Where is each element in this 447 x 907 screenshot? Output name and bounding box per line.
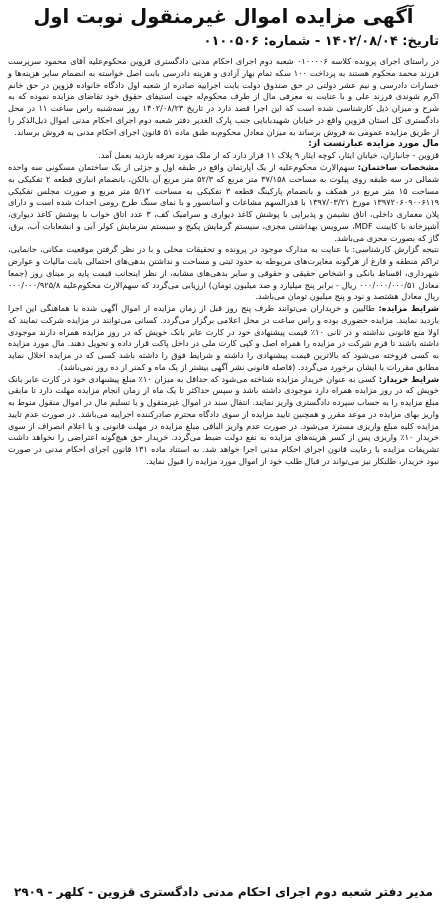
notice-title: آگهی مزایده اموال غیرمنقول نوبت اول: [33, 5, 414, 28]
buyer-paragraph: [8, 374, 439, 468]
address-paragraph: قزوین - جانبازان، خیابان ایثار، کوچه ایثار ۹ پلاک ۱۱ قرار دارد که از ملک مورد تعرفه بازدید بعمل آمد.: [98, 150, 439, 161]
specs-paragraph: [8, 162, 439, 244]
result-paragraph: نتیجه گزارش کارشناسی: با عنایت به مدارک موجود در پرونده و تحقیقات محلی و با در نظر گرفتن موقعیت مکانی، جانمایی، تراکم منطقه و فارغ از هرگونه مغایرت‌های مربوطه به حدود ثبتی و مساحت و نداشتن بدهی‌های احتمالی بابت مالیات و عوارض شهرداری، اقساط بانکی و اشخاص حقیقی و حقوقی و سایر بدهی‌های مشابه، از نظر اینجانب قیمت پایه بر مبنای روز (جمعا معادل ۰۰۰/۰۰۰/۰۰۰/۵۱ ریال - برابر پنج میلیارد و صد میلیون تومان) ارزیابی می‌گردد که سهم‌الارث محکوم‌علیه ۰۰۰/۰۰۰/۹۲۵/۸ ریال معادل هشتصد و نود و پنج میلیون تومان می‌باشد.: [8, 244, 440, 302]
notice-date-number: تاریخ: ۱۴۰۲/۰۸/۰۴ - شماره: ۰۱۰۰۵۰۶: [203, 34, 439, 49]
conditions-label: شرایط مزایده:: [378, 303, 439, 313]
conditions-paragraph: [8, 303, 439, 374]
buyer-text: کسی به عنوان خریدار مزایده شناخته می‌شود که حداقل به میزان ۱۰٪ مبلغ پیشنهادی خود در کارت عابر بانک خویش که در روز مزایده همراه دارد موجودی داشته باشد و سپس حداکثر تا یک ماه از زمان انجام مزایده مهلت دارد تا مابقی مبلغ مزایده را به حساب سپرده دادگستری واریز نمایند. انتقال سند در اموال غیرمنقول و یا تسلیم مال در اموال منقول منوط به واریز بهای مزایده در موعد مقرر و همچنین تایید مزایده از سوی دادگاه محترم صادرکننده اجراییه می‌باشد. در صورت عدم تایید مزایده کلیه مبلغ واریزی مسترد می‌شود. در صورت عدم واریز الباقی مبلغ مزایده در مهلت قانونی و یا اعلام انصراف از سوی خریدار ۱۰٪ واریزی پس از کسر هزینه‌های مزایده به نفع دولت ضبط می‌گردد. خریدار حق هیچ‌گونه اعتراضی را نخواهد داشت تشریفات مزایده با رعایت قانون اجرای احکام مدنی اجرا خواهد شد. به استناد ماده ۱۳۱ قانون اجرای احکام مدنی در صورت نبود خریدار، طلبکار نیز می‌تواند در قبال طلب خود از اموال مورد مزایده را قبول نماید.: [8, 373, 440, 466]
intro-paragraph: در راستای اجرای پرونده کلاسه ۰۱۰۰۰۰۶ شعبه دوم اجرای احکام مدنی دادگستری قزوین محکوم‌علیه آقای محمود سرپرست فرزند محمد محکوم هستند به پرداخت ۱۰۰ سکه تمام بهار آزادی و هزینه دادرسی بابت اصل خواسته به انضمام سایر هزینه‌ها و خسارات دادرسی و نیم عشر دولتی در حق صندوق دولت بابت اجراییه صادره از شعبه اول دادگاه خانواده قزوین در حق خانم اکرم شوندی فرزند علی و با عنایت به معرفی مال از طرف محکوم‌له جهت استیفای حقوق خود تقاضای مزایده نموده که به شرح و میزان ذیل کارشناسی شده است که این اجرا قصد دارد در تاریخ ۱۴۰۲/۰۸/۲۳ روز سه‌شنبه راس ساعت ۱۱ در محل دادگستری کل استان قزوین واقع در خیابان شهیدبابایی جنب پارک الغدیر دفتر شعبه دوم اجرای احکام مدنی اموال ذیل‌الذکر را از طریق مزایده عمومی به فروش برساند به میزان معادل محکوم‌به طبق ماده ۵۱ قانون اجرای احکام مدنی به فروش برساند.: [8, 56, 440, 137]
property-heading: مال مورد مزایده عبارتست از:: [308, 139, 439, 150]
conditions-text: طالبین و خریداران می‌توانند ظرف پنج روز قبل از زمان مزایده از اموال آگهی شده با هماهنگی این اجرا بازدید نمایند. مزایده حضوری بوده و راس ساعت در محل اعلامی برگزار می‌گردد. کسانی می‌توانند در مزایده شرکت نمایند که اولا منع قانونی نداشته و در ثانی ۱۰٪ قیمت پیشنهادی خود در کارت عابر بانک خویش که در روز مزایده همراه دارند موجودی داشته باشند تا فرم شرکت در مزایده را همراه اصل و کپی کارت ملی در داخل پاکت قرار داده و تحویل دهند. مال مورد مزایده به کسی فروخته می‌شود که بالاترین قیمت پیشنهادی را داشته و شرایط فوق را داشته باشد کسی که در مزایده اخلال نماید مطابق مقررات با ایشان برخورد می‌گردد. (فاصله قانونی نشر آگهی بیشتر از یک ماه و کمتر از ده روز نمی‌باشد).: [8, 303, 440, 372]
buyer-label: شرایط خریدار:: [378, 373, 439, 384]
signature-footer: مدیر دفتر شعبه دوم اجرای احکام مدنی دادگستری قزوین - کلهر - ۲۹۰۹: [14, 885, 433, 899]
specs-text: سهم‌الارث محکوم‌علیه از یک آپارتمان واقع در طبقه اول و جزئی از یک ساختمان مسکونی سه واحده شمالی در سه طبقه روی پیلوت به مساحت ۳۷/۱۵۸ متر مربع که ۵۲/۳ متر مربع آن بالکن، بانضمام انباری قطعه ۲ تفکیکی به مساحت ۱۵ متر مربع در همکف و بانضمام پارکینگ قطعه ۳ تفکیکی به مساحت ۵/۱۲ متر مربع و صورت مجلس تفکیکی ۱۳۹۷۲۰۶۰۹۰۰۶۱۱۹ مورخ ۱۳۹۷/۰۳/۲۱ با قدرالسهم مشاعات و آسانسور و با نمای سنگ طرح رومی احداث شده است و دارای پلان معماری داخلی، اتاق نشیمن و پذیرایی با پوشش کاغذ دیواری و سرامیک کف، ۳ عدد اتاق خواب با پوشش کاغذ دیواری، آشپزخانه با کابینت MDF، سرویس بهداشتی مجزی، سیستم گرمایش پکیج و سیستم سرمایش کولر آبی و انشعابات آب، برق، گاز که بصورت مجزی می‌باشد.: [8, 162, 440, 243]
specs-label: مشخصات ساختمان:: [357, 162, 440, 172]
